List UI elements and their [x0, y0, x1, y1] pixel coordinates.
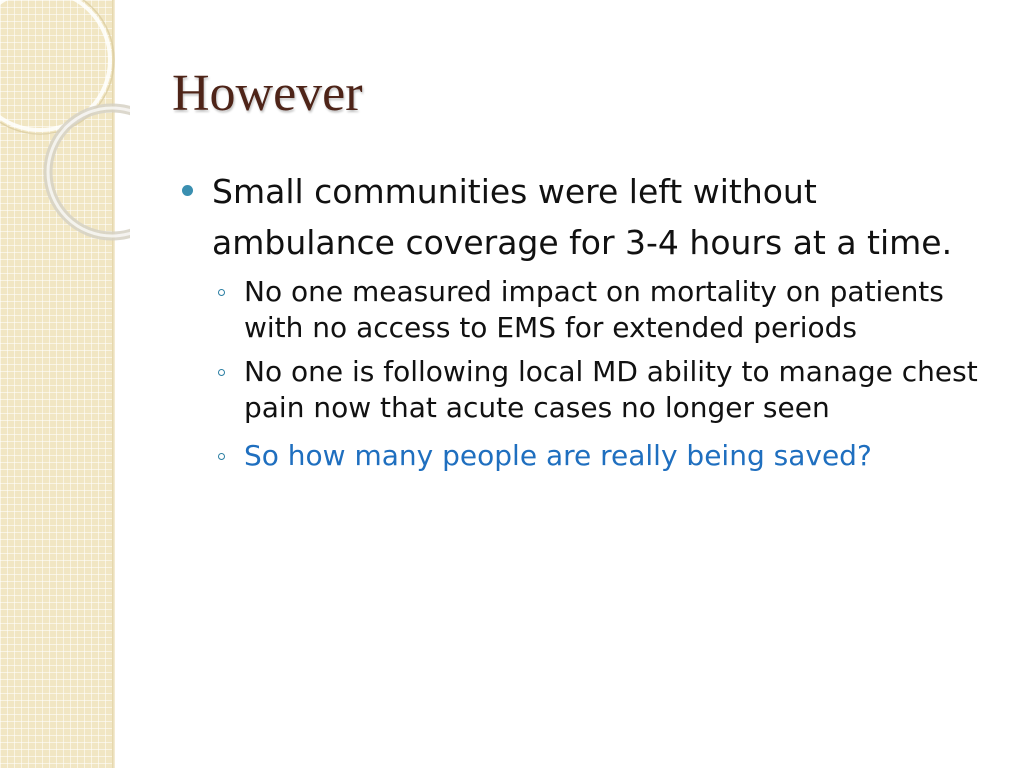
sub-bullet-ring-icon — [218, 289, 225, 296]
sub-bullet-item — [212, 354, 980, 426]
sub-bullet-text-highlight: So how many people are really being saved? — [244, 439, 872, 472]
slide-content — [180, 166, 980, 474]
bullet-item — [180, 166, 980, 268]
sub-bullet-item — [212, 274, 980, 346]
sub-bullet-ring-icon — [218, 369, 225, 376]
decorative-rings-icon — [0, 0, 130, 260]
sub-bullet-ring-icon — [218, 453, 225, 460]
sub-bullet-item — [212, 438, 980, 474]
bullet-dot-icon — [182, 185, 193, 196]
slide-title: However — [172, 65, 363, 122]
sub-bullet-text: No one measured impact on mortality on patients with no access to EMS for extended periods — [244, 275, 944, 344]
sub-bullet-text: No one is following local MD ability to manage chest pain now that acute cases no longer seen — [244, 355, 978, 424]
bullet-text: Small communities were left without ambulance coverage for 3-4 hours at a time. — [212, 172, 953, 262]
